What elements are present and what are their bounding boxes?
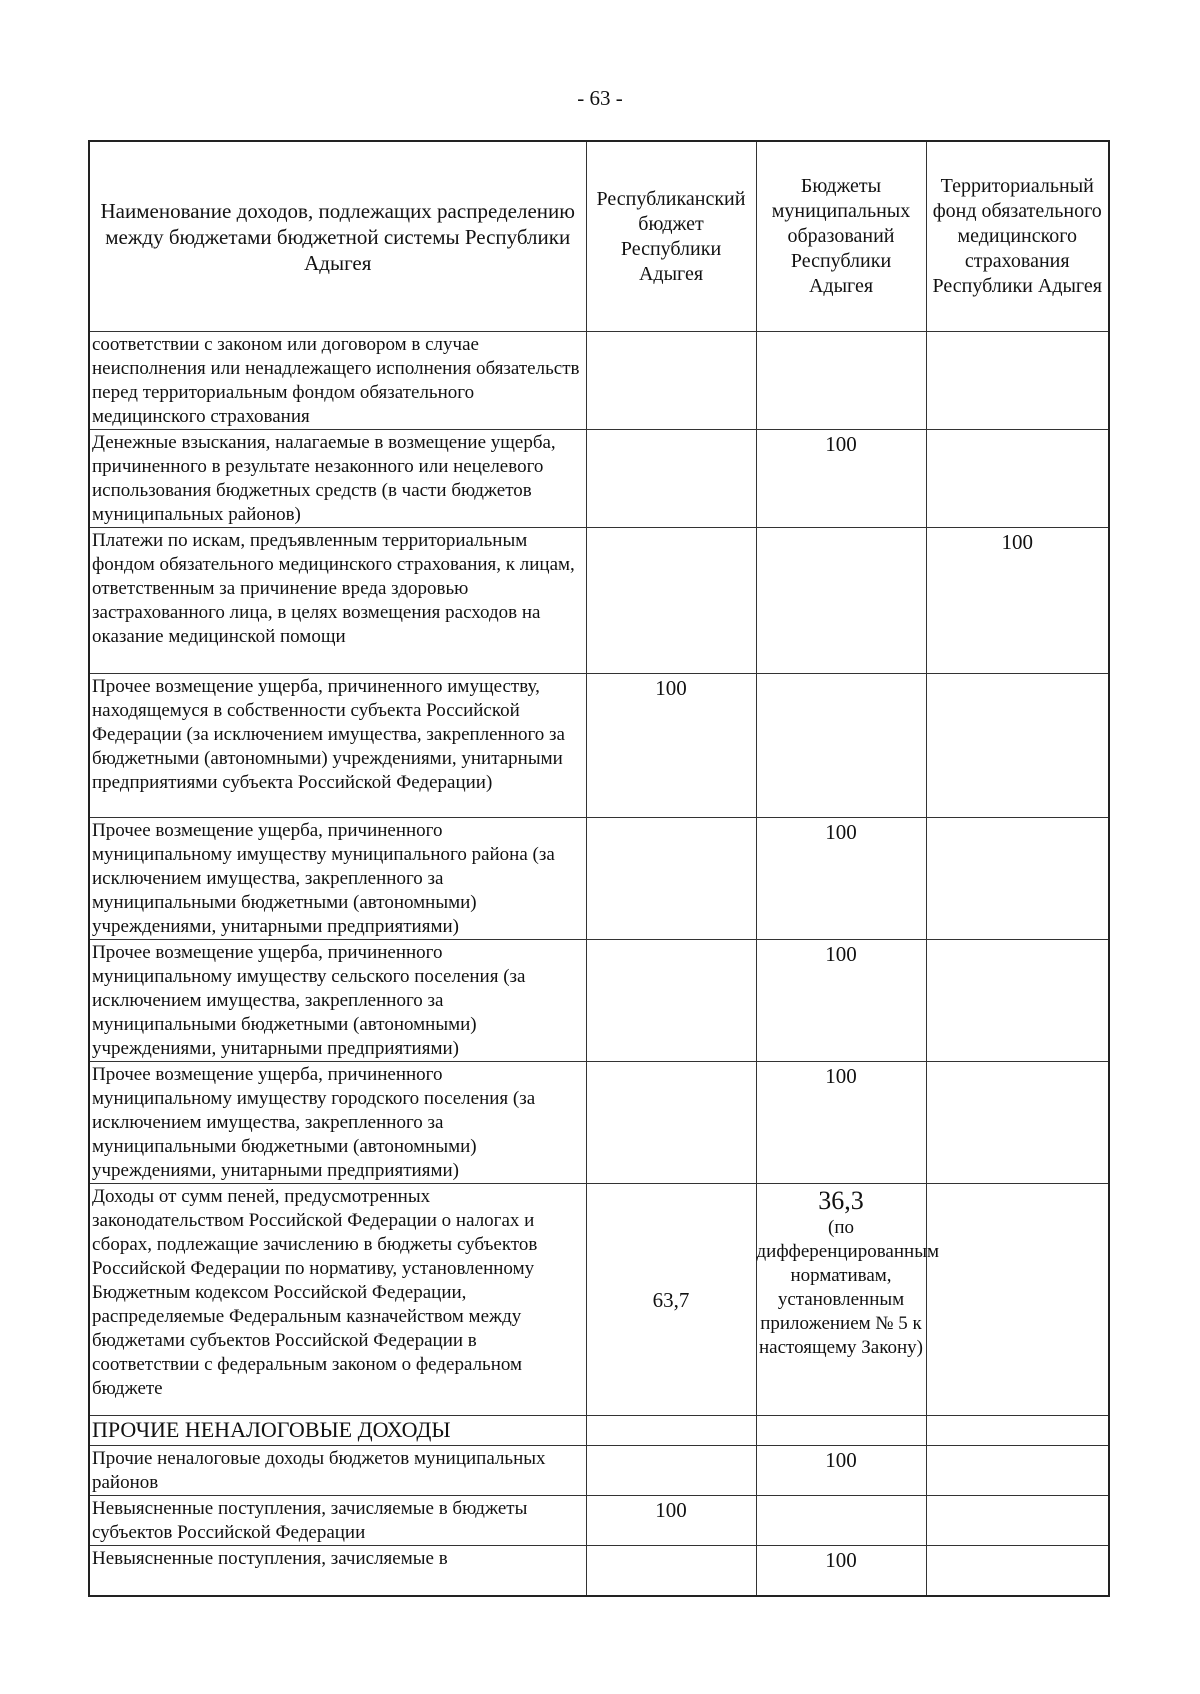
row-name: Прочее возмещение ущерба, причиненного имуществу, находящемуся в собственности субъекта Российской Федерации (за исключением имущества, закрепленного за бюджетными (автономными) учреждениями, унитарными предприятиями субъекта Российской Федерации) [89,674,586,818]
row-republic-value: 63,7 [586,1184,756,1416]
table-row [89,1062,1109,1184]
row-fund-value [926,430,1109,528]
section-empty-cell [586,1416,756,1446]
table-row [89,1546,1109,1596]
row-fund-value: 100 [926,528,1109,674]
row-municipal-value [756,1496,926,1546]
row-municipal-value: 100 [756,940,926,1062]
row-name: Прочее возмещение ущерба, причиненного муниципальному имуществу муниципального района (за исключением имущества, закрепленного за муниципальными бюджетными (автономными) учреждениями, унитарными предприятиями) [89,818,586,940]
row-republic-value [586,528,756,674]
row-republic-value [586,430,756,528]
row-name: Прочее возмещение ущерба, причиненного муниципальному имуществу сельского поселения (за исключением имущества, закрепленного за муниципальными бюджетными (автономными) учреждениями, унитарными предприятиями) [89,940,586,1062]
row-municipal-value: 100 [756,1062,926,1184]
header-republic-budget: Республиканский бюджет Республики Адыгея [586,141,756,332]
row-fund-value [926,1546,1109,1596]
row-municipal-value: 100 [756,818,926,940]
row-municipal-value: 100 [756,430,926,528]
row-name: соответствии с законом или договором в случае неисполнения или ненадлежащего исполнения обязательств перед территориальным фондом обязательного медицинского страхования [89,332,586,430]
row-municipal-value: 100 [756,1546,926,1596]
header-municipal-budgets: Бюджеты муниципальных образований Республики Адыгея [756,141,926,332]
row-republic-value [586,1546,756,1596]
table-header-row [89,141,1109,332]
table-row [89,528,1109,674]
table-row [89,332,1109,430]
row-fund-value [926,332,1109,430]
row-fund-value [926,1062,1109,1184]
table-row [89,940,1109,1062]
header-income-name: Наименование доходов, подлежащих распределению между бюджетами бюджетной системы Республики Адыгея [89,141,586,332]
section-empty-cell [756,1416,926,1446]
row-municipal-value [756,1184,939,1416]
table-row [89,430,1109,528]
row-fund-value [926,1184,1109,1416]
section-row [89,1416,1109,1446]
municipal-share-value: 36,3 [818,1186,864,1215]
row-name: Платежи по искам, предъявленным территориальным фондом обязательного медицинского страхования, к лицам, ответственным за причинение вреда здоровью застрахованного лица, в целях возмещения расходов на оказание медицинской помощи [89,528,586,674]
row-name: Невыясненные поступления, зачисляемые в бюджеты субъектов Российской Федерации [89,1496,586,1546]
row-name: Прочие неналоговые доходы бюджетов муниципальных районов [89,1446,586,1496]
row-name: Прочее возмещение ущерба, причиненного муниципальному имуществу городского поселения (за исключением имущества, закрепленного за муниципальными бюджетными (автономными) учреждениями, унитарными предприятиями) [89,1062,586,1184]
row-name: Доходы от сумм пеней, предусмотренных законодательством Российской Федерации о налогах и сборах, подлежащие зачислению в бюджеты субъектов Российской Федерации по нормативу, установленному Бюджетным кодексом Российской Федерации, распределяемые Федеральным казначейством между бюджетами субъектов Российской Федерации в соответствии с федеральным законом о федеральном бюджете [89,1184,586,1416]
row-municipal-value [756,332,926,430]
row-republic-value [586,940,756,1062]
row-republic-value [586,1446,756,1496]
page-number: - 63 - [577,86,623,110]
row-republic-value [586,818,756,940]
row-municipal-value: 100 [756,1446,926,1496]
row-republic-value [586,332,756,430]
row-republic-value: 100 [586,1496,756,1546]
row-fund-value [926,1446,1109,1496]
row-fund-value [926,1496,1109,1546]
header-medical-insurance-fund: Территориальный фонд обязательного медицинского страхования Республики Адыгея [926,141,1109,332]
table-row [89,674,1109,818]
table-row [89,1496,1109,1546]
row-name: Денежные взыскания, налагаемые в возмещение ущерба, причиненного в результате незаконного или нецелевого использования бюджетных средств (в части бюджетов муниципальных районов) [89,430,586,528]
row-republic-value: 100 [586,674,756,818]
row-name: Невыясненные поступления, зачисляемые в [89,1546,586,1596]
table-row [89,1184,1109,1416]
row-fund-value [926,818,1109,940]
row-municipal-value [756,674,926,818]
section-empty-cell [926,1416,1109,1446]
municipal-share-note: (по дифференцированным нормативам, установленным приложением № 5 к настоящему Закону) [756,1217,939,1358]
table-row [89,1446,1109,1496]
table-row [89,818,1109,940]
row-municipal-value [756,528,926,674]
row-fund-value [926,674,1109,818]
section-title: ПРОЧИЕ НЕНАЛОГОВЫЕ ДОХОДЫ [89,1416,586,1446]
row-republic-value [586,1062,756,1184]
revenue-distribution-table [88,140,1110,1597]
row-fund-value [926,940,1109,1062]
